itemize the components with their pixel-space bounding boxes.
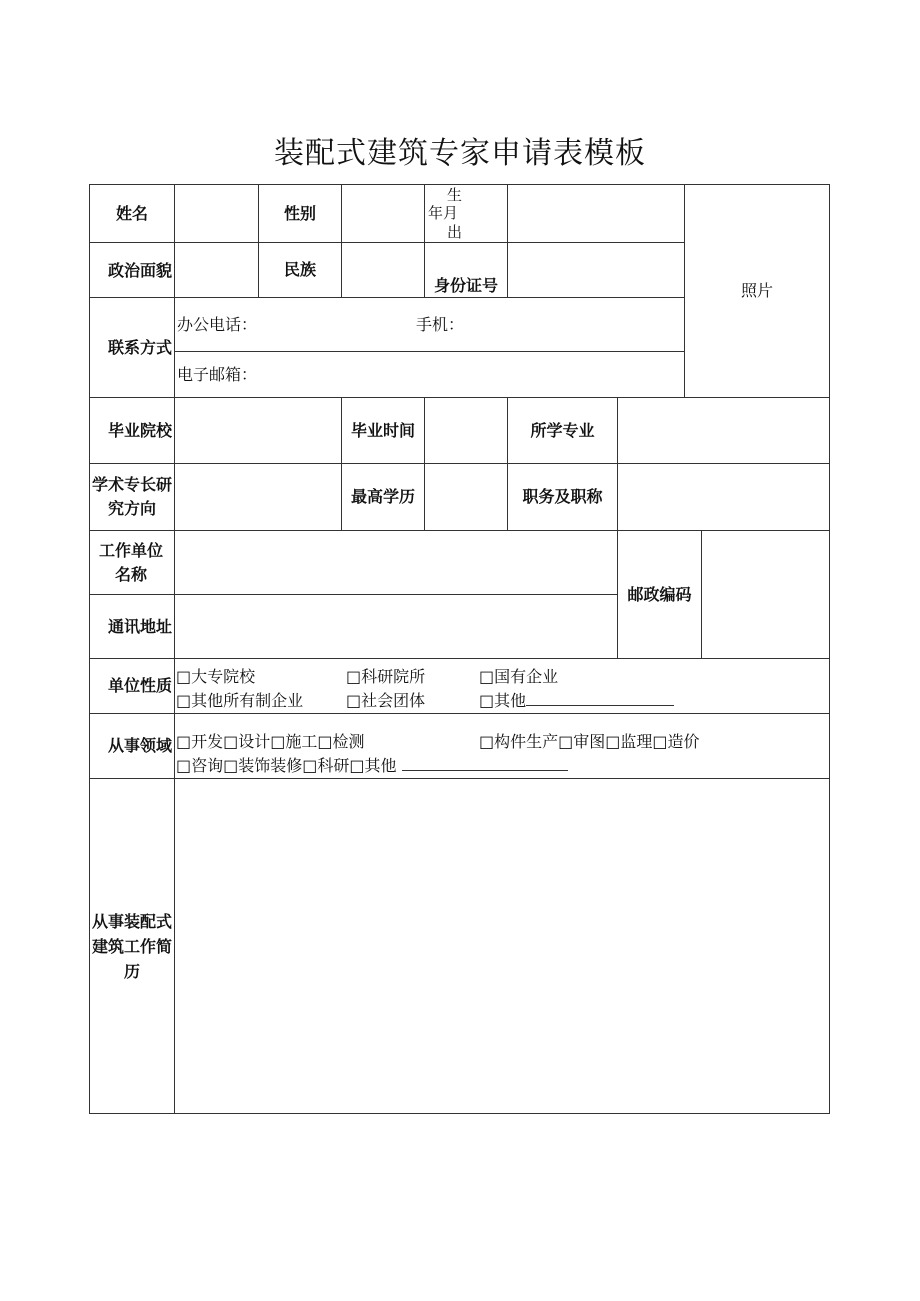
specialty-label: 学术专长研究方向 [91, 475, 172, 518]
table-border-bottom [89, 1113, 830, 1114]
grid-line [507, 184, 508, 298]
field-checkboxes-row2-label: □咨询□装饰装修□科研□其他 [176, 756, 397, 775]
ethnic-label: 民族 [283, 260, 316, 279]
birth-label-char: 出 [447, 223, 463, 241]
other-field-blank[interactable] [402, 754, 568, 771]
contact-label: 联系方式 [108, 337, 173, 357]
political-status-label: 政治面貌 [108, 261, 173, 280]
checkbox-state-enterprise[interactable]: □国有企业 [479, 667, 559, 686]
grid-line [89, 242, 684, 243]
graduation-time-label: 毕业时间 [350, 420, 415, 440]
address-label: 通讯地址 [108, 616, 173, 636]
field-checkboxes-row1b[interactable]: □构件生产□审图□监理□造价 [479, 732, 700, 751]
major-label: 所学专业 [530, 420, 595, 440]
grid-line [174, 351, 684, 352]
employer-label: 工作单位名称 [98, 540, 163, 584]
field-checkboxes-row1a[interactable]: □开发□设计□施工□检测 [176, 732, 365, 751]
id-number-label: 身份证号 [433, 276, 498, 295]
table-border-left [89, 184, 90, 1114]
other-unit-blank[interactable] [526, 689, 674, 706]
unit-nature-label: 单位性质 [108, 676, 173, 695]
gender-label: 性别 [283, 203, 316, 223]
checkbox-other-unit[interactable] [479, 689, 674, 713]
mobile-field[interactable]: 手机： [416, 315, 465, 334]
field-checkboxes-row2[interactable] [176, 754, 568, 778]
field-label: 从事领域 [108, 736, 173, 755]
grid-line [89, 463, 830, 464]
grid-line [701, 530, 702, 659]
photo-placeholder: 照片 [740, 281, 773, 300]
checkbox-other-enterprise[interactable]: □其他所有制企业 [176, 691, 304, 710]
checkbox-social-group[interactable]: □社会团体 [346, 691, 426, 710]
page-title: 装配式建筑专家申请表模板 [274, 136, 646, 171]
resume-textarea[interactable] [175, 779, 829, 1113]
checkbox-research-institute[interactable]: □科研院所 [346, 667, 426, 686]
postcode-label: 邮政编码 [627, 584, 692, 604]
highest-degree-label: 最高学历 [350, 487, 415, 506]
checkbox-other-unit-label: □其他 [479, 691, 527, 710]
school-label: 毕业院校 [108, 420, 173, 440]
grid-line [89, 713, 830, 714]
office-phone-field[interactable]: 办公电话： [177, 315, 258, 334]
birth-label-char: 生 [447, 186, 463, 204]
position-title-label: 职务及职称 [522, 487, 603, 506]
checkbox-college[interactable]: □大专院校 [176, 667, 256, 686]
resume-label: 从事装配式建筑工作简历 [92, 911, 173, 981]
birth-label-char: 年月 [428, 204, 459, 222]
grid-line [424, 397, 425, 531]
email-field[interactable]: 电子邮箱： [177, 365, 258, 384]
grid-line [89, 530, 830, 531]
grid-line [89, 297, 684, 298]
grid-line [89, 658, 830, 659]
grid-line [341, 184, 342, 298]
table-border-right [829, 184, 830, 1114]
grid-line [89, 397, 830, 398]
name-label: 姓名 [115, 203, 148, 223]
